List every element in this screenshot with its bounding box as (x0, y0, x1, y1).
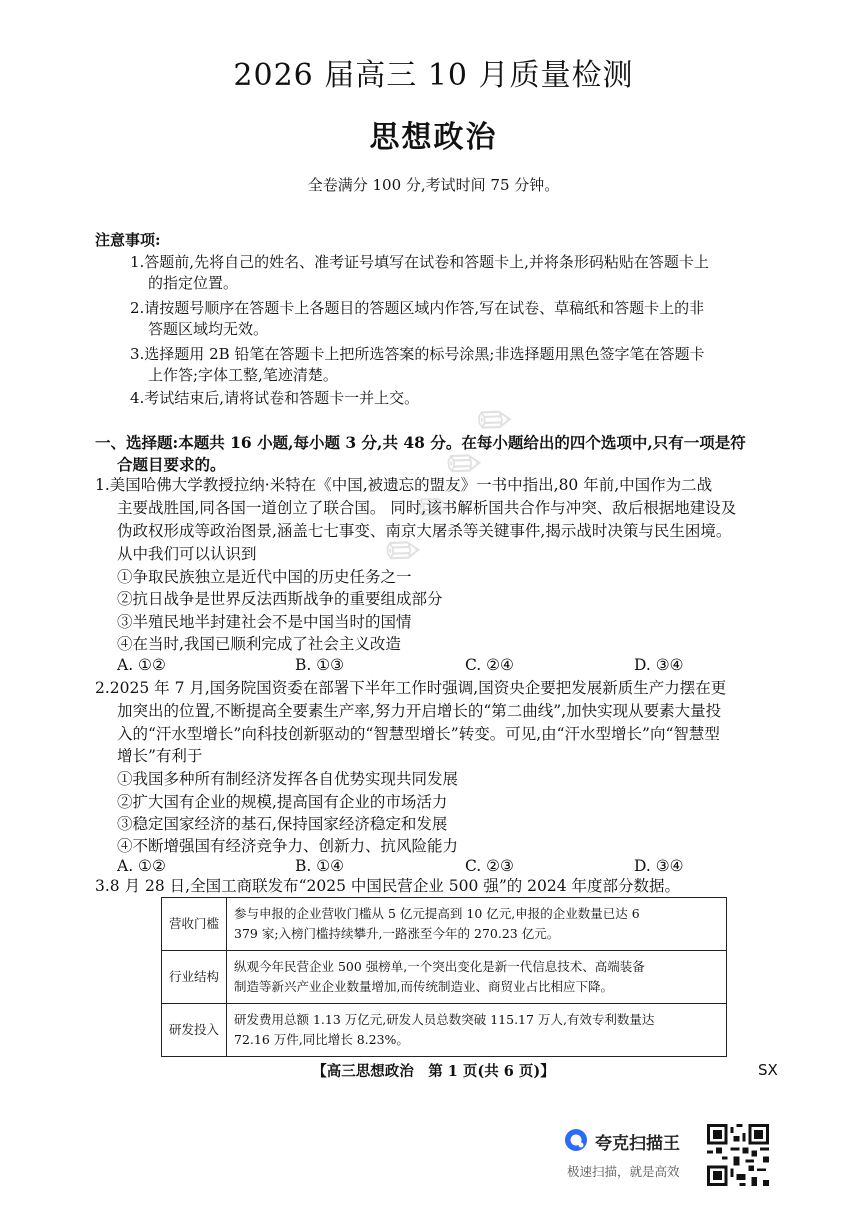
table-cell-line: 379 家;入榜门槛持续攀升,一路涨至今年的 270.23 亿元。 (234, 926, 560, 941)
exam-meta: 全卷满分 100 分,考试时间 75 分钟。 (307, 176, 560, 194)
page-footer: 【高三思想政治 第 1 页(共 6 页)】 (312, 1063, 555, 1080)
table-cell-line: 研发费用总额 1.13 万亿元,研发人员总数突破 115.17 万人,有效专利数量达 (234, 1012, 655, 1027)
question-1-stem: 1.美国哈佛大学教授拉纳·米特在《中国,被遗忘的盟友》一书中指出,80 年前,中国作为二战 (95, 476, 713, 494)
qr-code-icon (707, 1124, 769, 1186)
notes-line: 3.选择题用 2B 铅笔在答题卡上把所选答案的标号涂黑;非选择题用黑色签字笔在答题卡 (130, 345, 705, 363)
table-cell (227, 898, 727, 951)
scanner-brand: 夸克扫描王 (595, 1134, 680, 1154)
table-cell-line: 参与申报的企业营收门槛从 5 亿元提高到 10 亿元,申报的企业数量已达 6 (234, 906, 640, 921)
notes-heading: 注意事项: (95, 231, 161, 249)
question-1-item: ④在当时,我国已顺利完成了社会主义改造 (117, 635, 401, 653)
notes-line: 上作答;字体工整,笔迹清楚。 (148, 366, 338, 384)
question-3-stem: 3.8 月 28 日,全国工商联发布“2025 中国民营企业 500 强”的 2024 年度部分数据。 (95, 877, 681, 895)
table-key: 行业结构 (162, 951, 227, 1004)
notes-line: 答题区域均无效。 (148, 320, 269, 338)
table-cell-line: 72.16 万件,同比增长 8.23%。 (234, 1032, 409, 1047)
notes-line: 1.答题前,先将自己的姓名、准考证号填写在试卷和答题卡上,并将条形码粘贴在答题卡上 (130, 253, 709, 271)
question-1-item: ①争取民族独立是近代中国的历史任务之一 (117, 568, 412, 586)
table-cell-line: 纵观今年民营企业 500 强榜单,一个突出变化是新一代信息技术、高端装备 (234, 959, 645, 974)
data-table (161, 897, 727, 1057)
question-2-option-c: C. ②③ (465, 857, 514, 875)
table-cell-line: 制造等新兴产业企业数量增加,而传统制造业、商贸业占比相应下降。 (234, 979, 613, 994)
table-cell (227, 1004, 727, 1057)
notes-line: 2.请按题号顺序在答题卡上各题目的答题区域内作答,写在试卷、草稿纸和答题卡上的非 (130, 299, 705, 317)
question-2-stem: 入的“汗水型增长”向科技创新驱动的“智慧型增长”转变。可见,由“汗水型增长”向“智慧型 (117, 725, 720, 743)
question-1-item: ③半殖民地半封建社会不是中国当时的国情 (117, 613, 412, 631)
subject-title: 思想政治 (369, 120, 498, 155)
question-2-option-a: A. ①② (117, 857, 166, 875)
table-key: 研发投入 (162, 1004, 227, 1057)
section-heading: 合题目要求的。 (117, 455, 226, 474)
table-row (162, 1004, 727, 1057)
exam-title: 2026 届高三 10 月质量检测 (233, 58, 634, 93)
question-2-item: ④不断增强国有经济竞争力、创新力、抗风险能力 (117, 837, 459, 855)
question-2-stem: 加突出的位置,不断提高全要素生产率,努力开启增长的“第二曲线”,加快实现从要素大量投 (117, 702, 722, 720)
table-row (162, 898, 727, 951)
watermark: ✎ ✎ ✎ ✎ (368, 392, 526, 586)
scanner-slogan: 极速扫描，就是高效 (567, 1164, 680, 1179)
question-1-option-c: C. ②④ (465, 656, 514, 674)
table-cell (227, 951, 727, 1004)
question-1-option-b: B. ①③ (295, 656, 345, 674)
table-row (162, 951, 727, 1004)
question-1-item: ②抗日战争是世界反法西斯战争的重要组成部分 (117, 590, 443, 608)
question-2-option-d: D. ③④ (634, 857, 684, 875)
table-key: 营收门槛 (162, 898, 227, 951)
question-2-stem: 增长”有利于 (117, 747, 203, 765)
section-heading: 一、选择题:本题共 16 小题,每小题 3 分,共 48 分。在每小题给出的四个选项中,只有一项是符 (95, 433, 746, 452)
question-1-stem: 主要战胜国,同各国一道创立了联合国。 同时,该书解析国共合作与冲突、敌后根据地建设及 (117, 499, 737, 517)
question-1-stem: 从中我们可以认识到 (117, 545, 257, 563)
question-1-option-d: D. ③④ (634, 656, 684, 674)
question-2-stem: 2.2025 年 7 月,国务院国资委在部署下半年工作时强调,国资央企要把发展新质生产力摆在更 (95, 679, 727, 697)
question-2-item: ②扩大国有企业的规模,提高国有企业的市场活力 (117, 793, 448, 811)
quark-logo-icon (564, 1128, 588, 1152)
question-2-item: ③稳定国家经济的基石,保持国家经济稳定和发展 (117, 815, 448, 833)
notes-line: 的指定位置。 (148, 274, 239, 292)
question-1-option-a: A. ①② (117, 656, 166, 674)
question-1-stem: 伪政权形成等政治图景,涵盖七七事变、南京大屠杀等关键事件,揭示战时决策与民生困境。 (117, 522, 732, 540)
subject-code: SX (758, 1061, 778, 1079)
question-2-item: ①我国多种所有制经济发挥各自优势实现共同发展 (117, 770, 459, 788)
notes-line: 4.考试结束后,请将试卷和答题卡一并上交。 (130, 389, 420, 407)
question-2-option-b: B. ①④ (295, 857, 345, 875)
